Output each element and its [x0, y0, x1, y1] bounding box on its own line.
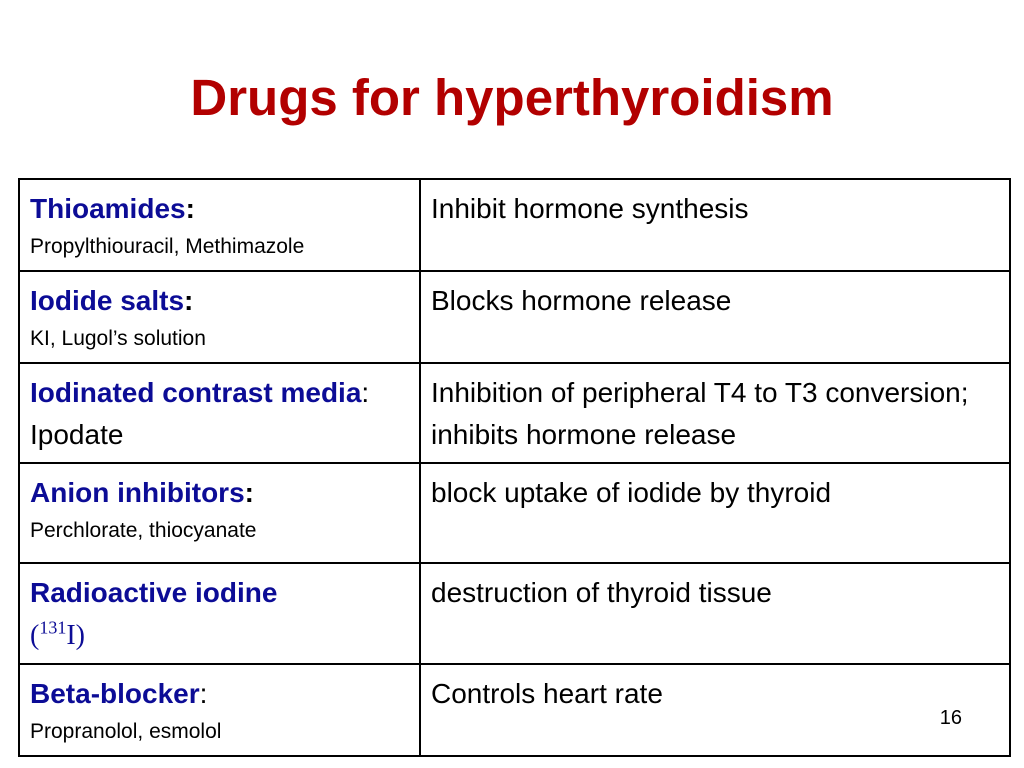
- isotope-mass-number: 131: [39, 617, 67, 638]
- class-separator: :: [244, 477, 254, 508]
- table-row: [19, 463, 1010, 563]
- effect-cell: Blocks hormone release: [420, 271, 1010, 363]
- drug-class-name: Beta-blocker: [30, 678, 200, 709]
- drug-class-cell: [19, 563, 420, 664]
- drug-class-name: Anion inhibitors: [30, 477, 245, 508]
- table-row: [19, 363, 1010, 463]
- drug-class-cell: [19, 664, 420, 756]
- effect-cell: Inhibit hormone synthesis: [420, 179, 1010, 271]
- drug-table: [18, 178, 1011, 757]
- effect-cell: block uptake of iodide by thyroid: [420, 463, 1010, 563]
- drug-examples: Ipodate: [30, 419, 124, 450]
- isotope-symbol: I: [66, 620, 76, 651]
- drug-class-cell: [19, 271, 420, 363]
- drug-class-name: Thioamides: [30, 193, 186, 224]
- drug-class-cell: [19, 179, 420, 271]
- table-row: [19, 664, 1010, 756]
- drug-class-name: Radioactive iodine: [30, 577, 278, 608]
- class-separator: :: [185, 193, 195, 224]
- drug-class-cell: [19, 363, 420, 463]
- drug-class-cell: [19, 463, 420, 563]
- isotope-open-paren: (: [30, 620, 40, 651]
- table-row: [19, 271, 1010, 363]
- drug-examples: Propranolol, esmolol: [30, 720, 222, 743]
- drug-examples: KI, Lugol’s solution: [30, 327, 206, 350]
- isotope-label: [30, 617, 85, 651]
- drug-examples: Perchlorate, thiocyanate: [30, 519, 257, 542]
- table-row: [19, 563, 1010, 664]
- effect-cell: destruction of thyroid tissue: [420, 563, 1010, 664]
- effect-cell: Controls heart rate: [420, 664, 1010, 756]
- class-separator: :: [184, 285, 194, 316]
- effect-cell: Inhibition of peripheral T4 to T3 conversion; inhibits hormone release: [420, 363, 1010, 463]
- drug-examples: Propylthiouracil, Methimazole: [30, 235, 305, 258]
- drug-class-name: Iodinated contrast media: [30, 377, 362, 408]
- slide-title: Drugs for hyperthyroidism: [190, 69, 834, 126]
- class-separator: :: [199, 678, 208, 709]
- class-separator: :: [361, 377, 370, 408]
- page-number: 16: [939, 707, 962, 729]
- isotope-close-paren: ): [75, 620, 85, 651]
- table-row: [19, 179, 1010, 271]
- drug-class-name: Iodide salts: [30, 285, 185, 316]
